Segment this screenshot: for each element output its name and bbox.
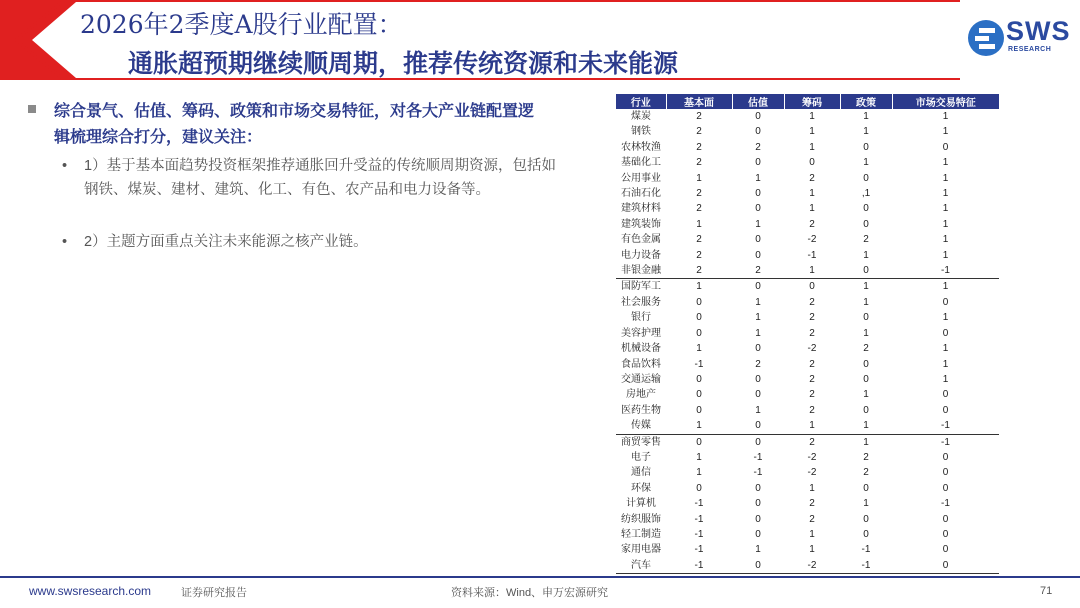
header-positioning: 筹码 — [784, 94, 840, 109]
table-row — [616, 558, 999, 574]
score-cell: 1 — [755, 327, 761, 339]
logo-mark-icon — [966, 18, 1006, 58]
table-row — [616, 512, 999, 527]
industry-name-cell: 传媒 — [631, 420, 651, 432]
score-cell: 0 — [732, 558, 784, 574]
score-cell: 0 — [809, 157, 815, 169]
score-cell: -1 — [694, 498, 704, 510]
score-cell: 0 — [942, 467, 949, 479]
score-cell: 0 — [863, 265, 869, 277]
sub-bullet-text: 1）基于基本面趋势投资框架推荐通胀回升受益的传统顺周期资源，包括如钢铁、煤炭、建材、建筑、化工、有色、农产品和电力设备等。 — [84, 158, 557, 198]
score-cell: 0 — [696, 404, 702, 416]
score-cell: 2 — [755, 265, 761, 277]
score-cell: 1 — [863, 111, 869, 122]
table-row — [616, 418, 999, 434]
score-cell: 2 — [809, 218, 815, 230]
table-row — [616, 450, 999, 465]
industry-name-cell: 基础化工 — [621, 157, 661, 169]
score-cell: 1 — [809, 203, 815, 215]
score-cell: 1 — [892, 279, 999, 295]
score-cell: -1 — [941, 265, 950, 277]
score-cell: 1 — [942, 218, 949, 230]
industry-name-cell: 交通运输 — [621, 373, 661, 385]
score-cell: 1 — [840, 434, 892, 450]
score-cell: -1 — [694, 358, 704, 370]
score-cell: 1 — [942, 188, 949, 200]
table-row — [616, 109, 999, 124]
score-cell: -2 — [807, 343, 817, 355]
score-cell: -1 — [753, 451, 763, 463]
table-row — [616, 481, 999, 496]
score-cell: 1 — [863, 249, 869, 261]
score-cell: 2 — [809, 296, 815, 308]
page-number: 71 — [1040, 585, 1053, 597]
header-valuation: 估值 — [732, 94, 784, 109]
table-row — [616, 341, 999, 356]
score-cell: 2 — [696, 111, 702, 122]
score-cell: 0 — [732, 434, 784, 450]
footer-url[interactable]: www.swsresearch.com — [29, 584, 152, 598]
square-bullet-icon — [28, 105, 36, 113]
main-bullet-text: 综合景气、估值、筹码、政策和市场交易特征，对各大产业链配置逻辑梳理综合打分，建议关注： — [54, 103, 535, 146]
score-cell: 1 — [755, 172, 761, 184]
table-row — [616, 295, 999, 310]
page-title-line2: 通胀超预期继续顺周期，推荐传统资源和未来能源 — [128, 49, 679, 78]
score-cell: 1 — [942, 312, 949, 324]
industry-name-cell: 轻工制造 — [621, 528, 661, 540]
industry-name-cell: 计算机 — [626, 498, 656, 510]
industry-name-cell: 环保 — [631, 482, 651, 494]
table-row — [616, 387, 999, 402]
score-cell: 2 — [809, 327, 815, 339]
industry-name-cell: 纺织服饰 — [621, 513, 661, 525]
score-cell: 2 — [696, 188, 702, 200]
table-row — [616, 217, 999, 232]
score-cell: 2 — [755, 358, 761, 370]
score-cell: 0 — [863, 358, 869, 370]
score-cell: 1 — [942, 157, 949, 169]
score-cell: -1 — [941, 498, 950, 510]
score-cell: 0 — [755, 157, 761, 169]
industry-name-cell: 美容护理 — [621, 327, 661, 339]
score-cell: -1 — [840, 558, 892, 574]
industry-name-cell: 电力设备 — [621, 249, 661, 261]
score-cell: -1 — [861, 544, 871, 556]
table-row — [616, 155, 999, 170]
score-cell: 0 — [755, 343, 761, 355]
score-cell: 1 — [863, 327, 869, 339]
score-cell: 0 — [784, 279, 840, 295]
score-cell: 0 — [755, 188, 761, 200]
score-cell: 1 — [863, 157, 869, 169]
score-cell: 0 — [863, 404, 869, 416]
industry-name-cell: 房地产 — [626, 389, 656, 401]
score-cell: 0 — [863, 141, 869, 153]
score-cell: -2 — [807, 467, 817, 479]
sub-bullet-1 — [62, 154, 562, 202]
score-cell: 1 — [942, 373, 949, 385]
score-cell: 0 — [942, 141, 949, 153]
score-cell: -2 — [807, 451, 817, 463]
industry-name-cell: 石油石化 — [621, 188, 661, 200]
score-cell: 0 — [863, 203, 869, 215]
score-cell: -1 — [807, 249, 817, 261]
score-cell: 1 — [696, 172, 702, 184]
score-cell: 1 — [942, 249, 949, 261]
header-industry: 行业 — [616, 94, 666, 109]
logo-text: SWS — [1006, 16, 1071, 46]
score-cell: 2 — [809, 498, 815, 510]
score-cell: 1 — [809, 420, 815, 432]
score-cell: 0 — [755, 203, 761, 215]
industry-name-cell: 家用电器 — [621, 544, 661, 556]
score-cell: 0 — [942, 296, 949, 308]
industry-name-cell: 煤炭 — [631, 111, 651, 122]
score-cell: 1 — [696, 451, 702, 463]
score-cell: -1 — [666, 558, 732, 574]
score-cell: ,1 — [861, 188, 871, 200]
sub-bullet-2 — [62, 230, 562, 254]
score-cell: 1 — [809, 265, 815, 277]
score-cell: 2 — [755, 141, 761, 153]
footer-report-type: 证券研究报告 — [181, 587, 247, 599]
score-cell: 1 — [942, 126, 949, 138]
score-cell: -1 — [892, 434, 999, 450]
industry-name-cell: 商贸零售 — [616, 434, 666, 450]
score-cell: 1 — [942, 343, 949, 355]
score-cell: 1 — [942, 358, 949, 370]
score-cell: 1 — [863, 296, 869, 308]
score-cell: 2 — [863, 467, 869, 479]
score-cell: -1 — [941, 420, 950, 432]
industry-name-cell: 公用事业 — [621, 172, 661, 184]
table-row — [616, 279, 999, 295]
score-cell: -1 — [694, 528, 704, 540]
table-row — [616, 232, 999, 247]
score-cell: 2 — [809, 373, 815, 385]
industry-name-cell: 农林牧渔 — [621, 141, 661, 153]
score-cell: 1 — [863, 389, 869, 401]
score-cell: 0 — [942, 451, 949, 463]
score-cell: 1 — [942, 203, 949, 215]
header-policy: 政策 — [840, 94, 892, 109]
table-header-row — [616, 94, 999, 109]
header-fundamentals: 基本面 — [666, 94, 732, 109]
table-row — [616, 263, 999, 279]
industry-score-table — [616, 94, 999, 574]
score-cell: 1 — [809, 126, 815, 138]
table-row — [616, 326, 999, 341]
score-cell: 0 — [863, 218, 869, 230]
score-cell: 0 — [863, 513, 869, 525]
score-cell: 0 — [755, 513, 761, 525]
score-cell: 2 — [696, 265, 702, 277]
table-row — [616, 248, 999, 263]
industry-name-cell: 钢铁 — [631, 126, 651, 138]
logo-subtext: RESEARCH — [1008, 46, 1052, 53]
score-cell: 2 — [696, 249, 702, 261]
score-cell: 0 — [755, 249, 761, 261]
score-cell: 1 — [809, 528, 815, 540]
table-row — [616, 140, 999, 155]
score-cell: 1 — [942, 234, 949, 246]
score-cell: -2 — [807, 234, 817, 246]
score-cell: 2 — [696, 203, 702, 215]
industry-name-cell: 电子 — [631, 451, 651, 463]
score-cell: 1 — [942, 111, 949, 122]
score-cell: 1 — [809, 188, 815, 200]
score-cell: 1 — [942, 172, 949, 184]
dot-bullet-icon: • — [62, 158, 68, 174]
score-cell: 2 — [809, 389, 815, 401]
table-row — [616, 171, 999, 186]
score-cell: -1 — [694, 513, 704, 525]
industry-name-cell: 非银金融 — [621, 265, 661, 277]
table-row — [616, 403, 999, 418]
score-cell: 0 — [696, 373, 702, 385]
score-cell: 2 — [696, 157, 702, 169]
table-row — [616, 201, 999, 216]
score-cell: -2 — [784, 558, 840, 574]
header-trading: 市场交易特征 — [892, 94, 999, 109]
score-cell: 2 — [863, 234, 869, 246]
score-cell: 1 — [863, 498, 869, 510]
score-cell: 1 — [696, 467, 702, 479]
score-cell: 0 — [755, 482, 761, 494]
score-cell: 2 — [784, 434, 840, 450]
score-cell: 0 — [942, 389, 949, 401]
score-cell: 0 — [863, 312, 869, 324]
score-cell: 1 — [755, 296, 761, 308]
table-row — [616, 434, 999, 450]
table-row — [616, 372, 999, 387]
score-cell: 2 — [696, 234, 702, 246]
score-cell: 0 — [696, 482, 702, 494]
table-row — [616, 357, 999, 372]
industry-name-cell: 国防军工 — [616, 279, 666, 295]
score-cell: 2 — [809, 513, 815, 525]
table-row — [616, 186, 999, 201]
score-cell: 1 — [863, 420, 869, 432]
score-cell: 0 — [942, 513, 949, 525]
score-cell: 0 — [666, 434, 732, 450]
score-cell: 1 — [696, 343, 702, 355]
table-row — [616, 124, 999, 139]
title-banner — [0, 0, 1080, 80]
score-cell: 0 — [755, 126, 761, 138]
score-cell: 0 — [863, 172, 869, 184]
industry-name-cell: 建筑材料 — [621, 203, 661, 215]
score-cell: 0 — [942, 482, 949, 494]
score-cell: 0 — [892, 558, 999, 574]
score-cell: 1 — [863, 126, 869, 138]
score-cell: 1 — [755, 404, 761, 416]
score-cell: 1 — [840, 279, 892, 295]
score-cell: 0 — [755, 234, 761, 246]
industry-name-cell: 有色金属 — [621, 234, 661, 246]
score-cell: -1 — [753, 467, 763, 479]
score-cell: 1 — [666, 279, 732, 295]
score-cell: 0 — [755, 111, 761, 122]
score-cell: 0 — [755, 389, 761, 401]
score-cell: 1 — [696, 218, 702, 230]
score-cell: 2 — [863, 343, 869, 355]
score-cell: 0 — [863, 373, 869, 385]
table-row — [616, 496, 999, 511]
score-cell: 0 — [755, 373, 761, 385]
table-row — [616, 527, 999, 542]
industry-name-cell: 机械设备 — [621, 343, 661, 355]
industry-name-cell: 建筑装饰 — [621, 218, 661, 230]
score-cell: 0 — [942, 327, 949, 339]
score-cell: 0 — [942, 544, 949, 556]
score-cell: 0 — [696, 327, 702, 339]
main-bullet — [28, 99, 548, 151]
score-cell: 0 — [732, 279, 784, 295]
score-cell: 2 — [863, 451, 869, 463]
table-row — [616, 542, 999, 557]
industry-name-cell: 医药生物 — [621, 404, 661, 416]
sws-logo — [966, 16, 1070, 60]
score-cell: 1 — [809, 544, 815, 556]
score-cell: 2 — [696, 126, 702, 138]
industry-name-cell: 银行 — [631, 312, 651, 324]
score-cell: 0 — [696, 312, 702, 324]
score-cell: 1 — [696, 420, 702, 432]
score-cell: 2 — [809, 358, 815, 370]
score-cell: 1 — [809, 482, 815, 494]
score-cell: 2 — [809, 404, 815, 416]
footer-divider — [0, 576, 1080, 578]
score-cell: 1 — [809, 141, 815, 153]
score-cell: 2 — [809, 172, 815, 184]
score-cell: 1 — [755, 544, 761, 556]
score-cell: 0 — [755, 498, 761, 510]
page-title-line1: 2026年2季度A股行业配置： — [80, 10, 403, 39]
industry-name-cell: 汽车 — [616, 558, 666, 574]
industry-name-cell: 通信 — [631, 467, 651, 479]
footer-source: 资料来源：Wind、申万宏源研究 — [451, 587, 609, 599]
score-cell: 2 — [696, 141, 702, 153]
score-cell: 0 — [863, 482, 869, 494]
score-cell: 0 — [863, 528, 869, 540]
score-cell: 1 — [755, 218, 761, 230]
table-row — [616, 310, 999, 325]
dot-bullet-icon: • — [62, 234, 68, 250]
industry-name-cell: 社会服务 — [621, 296, 661, 308]
score-cell: 0 — [942, 528, 949, 540]
score-cell: 0 — [755, 528, 761, 540]
score-cell: 2 — [809, 312, 815, 324]
score-cell: 0 — [942, 404, 949, 416]
score-cell: 0 — [696, 296, 702, 308]
table-row — [616, 465, 999, 480]
score-cell: 1 — [755, 312, 761, 324]
score-cell: 0 — [755, 420, 761, 432]
score-cell: -1 — [694, 544, 704, 556]
sub-bullet-text: 2）主题方面重点关注未来能源之核产业链。 — [84, 234, 368, 250]
industry-name-cell: 食品饮料 — [621, 358, 661, 370]
table-body — [616, 109, 999, 574]
score-cell: 1 — [809, 111, 815, 122]
score-cell: 0 — [696, 389, 702, 401]
